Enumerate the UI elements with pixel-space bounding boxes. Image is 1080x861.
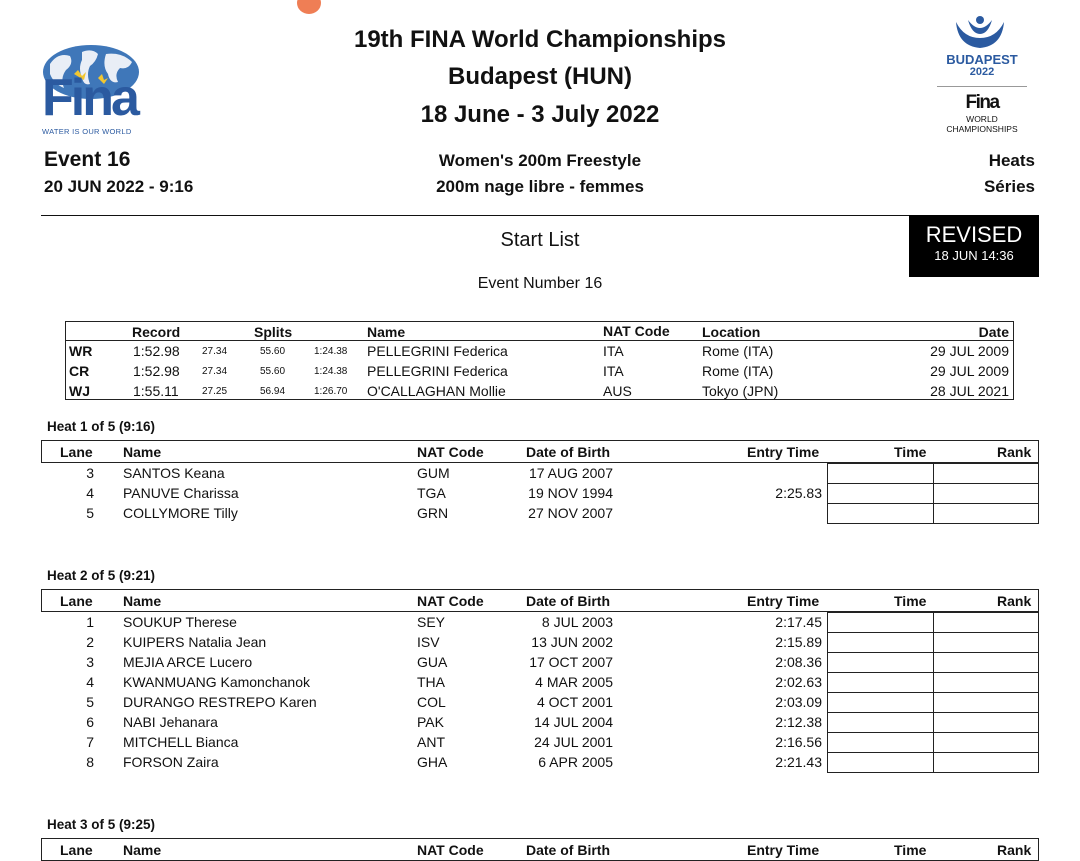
- column-header-lane: Lane: [60, 842, 93, 858]
- date-of-birth: 4 MAR 2005: [535, 674, 613, 690]
- record-type: WJ: [69, 383, 90, 399]
- record-type: CR: [69, 363, 90, 379]
- entry-time: 2:16.56: [775, 734, 822, 750]
- event-phase-en: Heats: [988, 151, 1035, 170]
- swimmer-name: COLLYMORE Tilly: [123, 505, 238, 521]
- entry-time: 2:17.45: [775, 614, 822, 630]
- records-header-record: Record: [132, 324, 181, 340]
- nat-code: THA: [417, 674, 445, 690]
- lane-number: 4: [86, 674, 94, 690]
- column-header-name: Name: [123, 444, 162, 460]
- rank-cell: [933, 712, 1039, 733]
- lane-number: 4: [86, 485, 94, 501]
- swimmer-name: FORSON Zaira: [123, 754, 219, 770]
- column-header-entry: Entry Time: [747, 444, 820, 460]
- column-header-dob: Date of Birth: [526, 593, 610, 609]
- rank-cell: [933, 483, 1039, 504]
- nat-code: GHA: [417, 754, 448, 770]
- column-header-nat: NAT Code: [417, 444, 484, 460]
- time-cell: [827, 463, 934, 484]
- nat-code: ANT: [417, 734, 445, 750]
- column-header-dob: Date of Birth: [526, 842, 610, 858]
- heat-title: Heat 2 of 5 (9:21): [47, 568, 156, 583]
- record-location: Rome (ITA): [702, 363, 774, 379]
- time-cell: [827, 503, 934, 524]
- time-cell: [827, 672, 934, 693]
- swimmer-name: MEJIA ARCE Lucero: [123, 654, 253, 670]
- column-header-name: Name: [123, 593, 162, 609]
- entry-time: 2:02.63: [775, 674, 822, 690]
- rank-cell: [933, 672, 1039, 693]
- column-header-time: Time: [894, 444, 927, 460]
- header-divider: [41, 215, 1039, 216]
- column-header-entry: Entry Time: [747, 593, 820, 609]
- column-header-lane: Lane: [60, 444, 93, 460]
- lane-number: 5: [86, 505, 94, 521]
- event-number-label: Event Number 16: [477, 275, 603, 292]
- rank-cell: [933, 612, 1039, 633]
- lane-number: 6: [86, 714, 94, 730]
- entry-time: 2:12.38: [775, 714, 822, 730]
- record-nat: ITA: [603, 343, 624, 359]
- column-header-name: Name: [123, 842, 162, 858]
- nat-code: COL: [417, 694, 446, 710]
- record-time: 1:52.98: [133, 343, 180, 359]
- time-cell: [827, 612, 934, 633]
- date-of-birth: 27 NOV 2007: [528, 505, 613, 521]
- column-header-rank: Rank: [997, 842, 1032, 858]
- revised-badge: [909, 215, 1039, 277]
- column-header-time: Time: [894, 842, 927, 858]
- lane-number: 3: [86, 465, 94, 481]
- date-of-birth: 19 NOV 1994: [528, 485, 613, 501]
- heat-title: Heat 3 of 5 (9:25): [47, 817, 156, 832]
- lane-number: 7: [86, 734, 94, 750]
- column-header-time: Time: [894, 593, 927, 609]
- budapest-logo-name: BUDAPEST: [946, 52, 1018, 67]
- revised-label: REVISED: [925, 222, 1023, 247]
- record-location: Tokyo (JPN): [702, 383, 779, 399]
- records-header-line: [65, 340, 1014, 341]
- record-split-1: 27.34: [202, 346, 228, 357]
- heat-title: Heat 1 of 5 (9:16): [47, 419, 156, 434]
- record-split-1: 27.25: [202, 386, 228, 397]
- record-holder: PELLEGRINI Federica: [367, 343, 508, 359]
- column-header-entry: Entry Time: [747, 842, 820, 858]
- column-header-lane: Lane: [60, 593, 93, 609]
- rank-cell: [933, 732, 1039, 753]
- budapest-world-championships: WORLD CHAMPIONSHIPS: [946, 114, 1018, 134]
- entry-time: 2:25.83: [775, 485, 822, 501]
- lane-number: 2: [86, 634, 94, 650]
- lane-number: 5: [86, 694, 94, 710]
- swimmer-name: MITCHELL Bianca: [123, 734, 239, 750]
- rank-cell: [933, 632, 1039, 653]
- record-split-2: 55.60: [260, 366, 286, 377]
- entry-time: 2:21.43: [775, 754, 822, 770]
- nat-code: TGA: [417, 485, 446, 501]
- budapest-fina-text: Fina: [965, 92, 999, 113]
- record-nat: AUS: [603, 383, 632, 399]
- rank-cell: [933, 752, 1039, 773]
- rank-cell: [933, 463, 1039, 484]
- date-of-birth: 6 APR 2005: [538, 754, 613, 770]
- budapest-wave-icon: [952, 14, 1008, 54]
- record-split-3: 1:24.38: [314, 346, 348, 357]
- nat-code: PAK: [417, 714, 444, 730]
- entry-time: 2:03.09: [775, 694, 822, 710]
- record-holder: O'CALLAGHAN Mollie: [367, 383, 506, 399]
- time-cell: [827, 712, 934, 733]
- swimmer-name: NABI Jehanara: [123, 714, 218, 730]
- swimmer-name: PANUVE Charissa: [123, 485, 239, 501]
- date-of-birth: 8 JUL 2003: [541, 614, 613, 630]
- records-header-nat: NAT Code: [603, 323, 670, 339]
- nat-code: ISV: [417, 634, 440, 650]
- record-split-3: 1:24.38: [314, 366, 348, 377]
- rank-cell: [933, 652, 1039, 673]
- swimmer-name: SANTOS Keana: [123, 465, 225, 481]
- nat-code: GRN: [417, 505, 449, 521]
- lane-number: 1: [86, 614, 94, 630]
- record-date: 28 JUL 2021: [930, 383, 1009, 399]
- column-header-rank: Rank: [997, 593, 1032, 609]
- lane-number: 8: [86, 754, 94, 770]
- date-of-birth: 4 OCT 2001: [536, 694, 613, 710]
- column-header-nat: NAT Code: [417, 842, 484, 858]
- rank-cell: [933, 503, 1039, 524]
- time-cell: [827, 692, 934, 713]
- championship-city: Budapest (HUN): [448, 63, 632, 90]
- record-time: 1:55.11: [133, 383, 179, 399]
- date-of-birth: 13 JUN 2002: [531, 634, 613, 650]
- record-date: 29 JUL 2009: [930, 343, 1009, 359]
- date-of-birth: 14 JUL 2004: [534, 714, 613, 730]
- records-header-date: Date: [978, 324, 1009, 340]
- record-type: WR: [69, 343, 93, 359]
- time-cell: [827, 732, 934, 753]
- rank-cell: [933, 692, 1039, 713]
- record-holder: PELLEGRINI Federica: [367, 363, 508, 379]
- budapest-logo-year: 2022: [969, 66, 995, 78]
- swimmer-name: DURANGO RESTREPO Karen: [123, 694, 317, 710]
- swimmer-name: SOUKUP Therese: [123, 614, 237, 630]
- championship-dates: 18 June - 3 July 2022: [420, 101, 660, 128]
- lane-number: 3: [86, 654, 94, 670]
- fina-logo-text: Fina: [42, 69, 137, 127]
- entry-time: 2:15.89: [775, 634, 822, 650]
- logo-divider: [937, 86, 1027, 87]
- column-header-dob: Date of Birth: [526, 444, 610, 460]
- date-of-birth: 17 OCT 2007: [529, 654, 613, 670]
- date-of-birth: 17 AUG 2007: [528, 465, 613, 481]
- revised-date: 18 JUN 14:36: [934, 248, 1014, 263]
- nat-code: GUA: [417, 654, 448, 670]
- event-name-fr: 200m nage libre - femmes: [436, 177, 644, 196]
- event-number: Event 16: [44, 148, 131, 171]
- record-location: Rome (ITA): [702, 343, 774, 359]
- records-header-location: Location: [702, 324, 761, 340]
- record-split-2: 56.94: [260, 386, 286, 397]
- start-list-title: Start List: [500, 229, 580, 251]
- nat-code: GUM: [417, 465, 450, 481]
- records-header-splits: Splits: [254, 324, 293, 340]
- record-nat: ITA: [603, 363, 624, 379]
- time-cell: [827, 652, 934, 673]
- championship-title: 19th FINA World Championships: [353, 26, 726, 53]
- event-datetime: 20 JUN 2022 - 9:16: [44, 177, 194, 196]
- entry-time: 2:08.36: [775, 654, 822, 670]
- record-date: 29 JUL 2009: [930, 363, 1009, 379]
- swimmer-name: KUIPERS Natalia Jean: [123, 634, 267, 650]
- record-split-3: 1:26.70: [314, 386, 348, 397]
- time-cell: [827, 483, 934, 504]
- fina-tagline: WATER IS OUR WORLD: [42, 127, 132, 136]
- time-cell: [827, 632, 934, 653]
- time-cell: [827, 752, 934, 773]
- column-header-nat: NAT Code: [417, 593, 484, 609]
- event-name-en: Women's 200m Freestyle: [438, 151, 642, 170]
- record-split-1: 27.34: [202, 366, 228, 377]
- orange-marker: [297, 0, 321, 14]
- record-split-2: 55.60: [260, 346, 286, 357]
- date-of-birth: 24 JUL 2001: [534, 734, 613, 750]
- nat-code: SEY: [417, 614, 446, 630]
- column-header-rank: Rank: [997, 444, 1032, 460]
- event-phase-fr: Séries: [983, 177, 1035, 196]
- records-header-name: Name: [367, 324, 406, 340]
- record-time: 1:52.98: [133, 363, 180, 379]
- swimmer-name: KWANMUANG Kamonchanok: [123, 674, 310, 690]
